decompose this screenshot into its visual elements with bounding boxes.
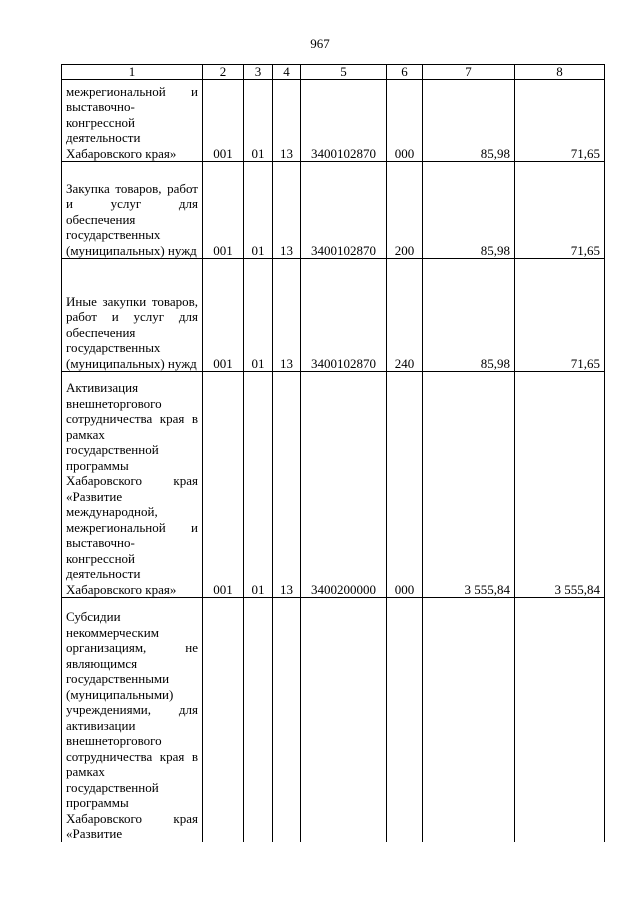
code-ministry: 001: [203, 372, 244, 598]
code-section: 01: [244, 259, 273, 372]
code-subsection: 13: [273, 259, 301, 372]
budget-table: [61, 64, 605, 842]
table-row: [62, 259, 605, 372]
code-subsection: 13: [273, 162, 301, 259]
row-description: Активизация внешнеторгового сотрудничества края в рамках государственной программы Хабаровского края «Развитие международной, межрегиональной и выставочно-конгрессной деятельности Хабаровского края»: [62, 372, 203, 598]
code-ministry: 001: [203, 80, 244, 162]
table-header-row: [62, 65, 605, 80]
column-header: 1: [62, 65, 203, 80]
code-target-article: 3400102870: [301, 259, 387, 372]
code-expense-type: 240: [387, 259, 423, 372]
row-description: Субсидии некоммерческим организациям, не являющимся государственными (муниципальными) учреждениями, для активизации внешнеторгового сотрудничества края в рамках государственной программы Хабаровского края «Развитие: [62, 598, 203, 842]
code-expense-type: 000: [387, 372, 423, 598]
row-description: межрегиональной и выставочно-конгрессной деятельности Хабаровского края»: [62, 80, 203, 162]
amount-plan: 85,98: [423, 162, 515, 259]
column-header: 8: [515, 65, 605, 80]
code-target-article: [301, 598, 387, 842]
column-header: 7: [423, 65, 515, 80]
amount-actual: 71,65: [515, 259, 605, 372]
column-header: 6: [387, 65, 423, 80]
amount-actual: 3 555,84: [515, 372, 605, 598]
amount-plan: [423, 598, 515, 842]
amount-plan: 85,98: [423, 259, 515, 372]
amount-actual: 71,65: [515, 80, 605, 162]
code-section: 01: [244, 80, 273, 162]
table-row: [62, 80, 605, 162]
column-header: 2: [203, 65, 244, 80]
code-expense-type: 000: [387, 80, 423, 162]
code-target-article: 3400102870: [301, 162, 387, 259]
row-description: Иные закупки товаров, работ и услуг для обеспечения государственных (муниципальных) нужд: [62, 259, 203, 372]
code-expense-type: [387, 598, 423, 842]
row-description: Закупка товаров, работ и услуг для обеспечения государственных (муниципальных) нужд: [62, 162, 203, 259]
code-section: [244, 598, 273, 842]
code-ministry: 001: [203, 259, 244, 372]
table-row: [62, 162, 605, 259]
column-header: 3: [244, 65, 273, 80]
code-expense-type: 200: [387, 162, 423, 259]
amount-plan: 3 555,84: [423, 372, 515, 598]
code-ministry: 001: [203, 162, 244, 259]
table-row: [62, 372, 605, 598]
code-subsection: 13: [273, 372, 301, 598]
code-target-article: 3400200000: [301, 372, 387, 598]
code-ministry: [203, 598, 244, 842]
page-number: 967: [310, 36, 330, 51]
amount-plan: 85,98: [423, 80, 515, 162]
amount-actual: [515, 598, 605, 842]
code-section: 01: [244, 162, 273, 259]
amount-actual: 71,65: [515, 162, 605, 259]
code-subsection: 13: [273, 80, 301, 162]
column-header: 5: [301, 65, 387, 80]
code-target-article: 3400102870: [301, 80, 387, 162]
code-section: 01: [244, 372, 273, 598]
table-row: [62, 598, 605, 842]
code-subsection: [273, 598, 301, 842]
column-header: 4: [273, 65, 301, 80]
